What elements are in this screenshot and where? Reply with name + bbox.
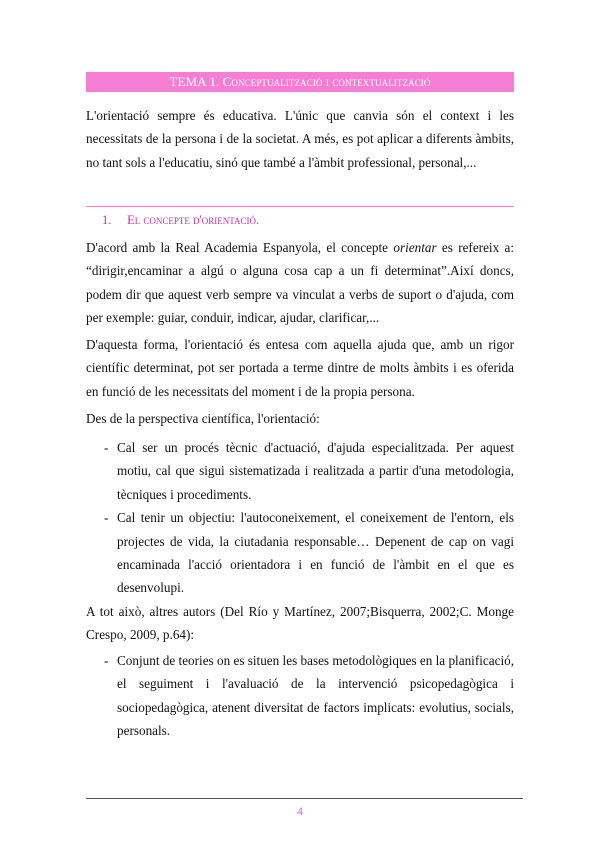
list-item-text: Cal tenir un objectiu: l'autoconeixement, el coneixement de l'entorn, els projectes de vida, la ciutadania responsable… Depenent de cap on vagi encaminada l'acció orientadora i en funció de l'àmbit en el que es desenvolupi. [117, 510, 514, 596]
paragraph-definition-start: D'acord amb la Real Academia Espanyola, el concepte [86, 240, 394, 255]
bullet-marker: - [104, 653, 109, 668]
list-item [86, 649, 514, 743]
bullet-list-perspective [86, 436, 514, 600]
paragraph-definition [86, 236, 514, 330]
intro-paragraph: L'orientació sempre és educativa. L'únic que canvia són el context i les necessitats de la persona i de la societat. A més, es pot aplicar a diferents àmbits, no tant sols a l'educatiu, sinó que també a l'àmbit professional, personal,... [86, 108, 514, 170]
paragraph-authors: A tot això, altres autors (Del Río y Martínez, 2007;Bisquerra, 2002;C. Monge Crespo, 2009, p.64): [86, 604, 514, 643]
chapter-title-bar [86, 72, 514, 92]
section-title: El concepte d'orientació. [127, 213, 260, 227]
list-item-text: Conjunt de teories on es situen les bases metodològiques en la planificació, el seguiment i l'avaluació de la intervenció psicopedagògica i sociopedagògica, atenent diversitat de factors implicats: evolutius, socials, personals. [117, 653, 514, 739]
list-item [86, 436, 514, 506]
bullet-list-authors [86, 649, 514, 743]
paragraph-definition-end: es refereix a: “dirigir,encaminar a algú o alguna cosa cap a un fi determinat”.Així doncs, podem dir que aquest verb sempre va vinculat a verbs de suport o d'ajuda, com per exemple: guiar, conduir, indicar, ajudar, clarificar,... [86, 240, 515, 326]
chapter-title: Conceptualització i contextualització [222, 74, 431, 89]
bullet-marker: - [104, 510, 109, 526]
section-number: 1. [102, 213, 112, 227]
list-item-text: Cal ser un procés tècnic d'actuació, d'ajuda especialitzada. Per aquest motiu, cal que sigui sistematizada i realitzada a partir d'una metodologia, tècniques i procediments. [117, 440, 514, 502]
paragraph-definition-emphasis: orientar [393, 240, 437, 255]
chapter-number: TEMA 1. [169, 74, 220, 89]
paragraph-help: D'aquesta forma, l'orientació és entesa com aquella ajuda que, amb un rigor científic determinat, pot ser portada a terme dintre de molts àmbits i es oferida en funció de les necessitats del moment i de la propia persona. [86, 337, 514, 399]
section-heading [86, 206, 514, 228]
page-number: 4 [297, 804, 303, 818]
bullet-marker: - [104, 440, 109, 455]
list-item [86, 506, 514, 600]
footer-divider [86, 798, 523, 799]
paragraph-perspective: Des de la perspectiva científica, l'orientació: [86, 411, 320, 426]
